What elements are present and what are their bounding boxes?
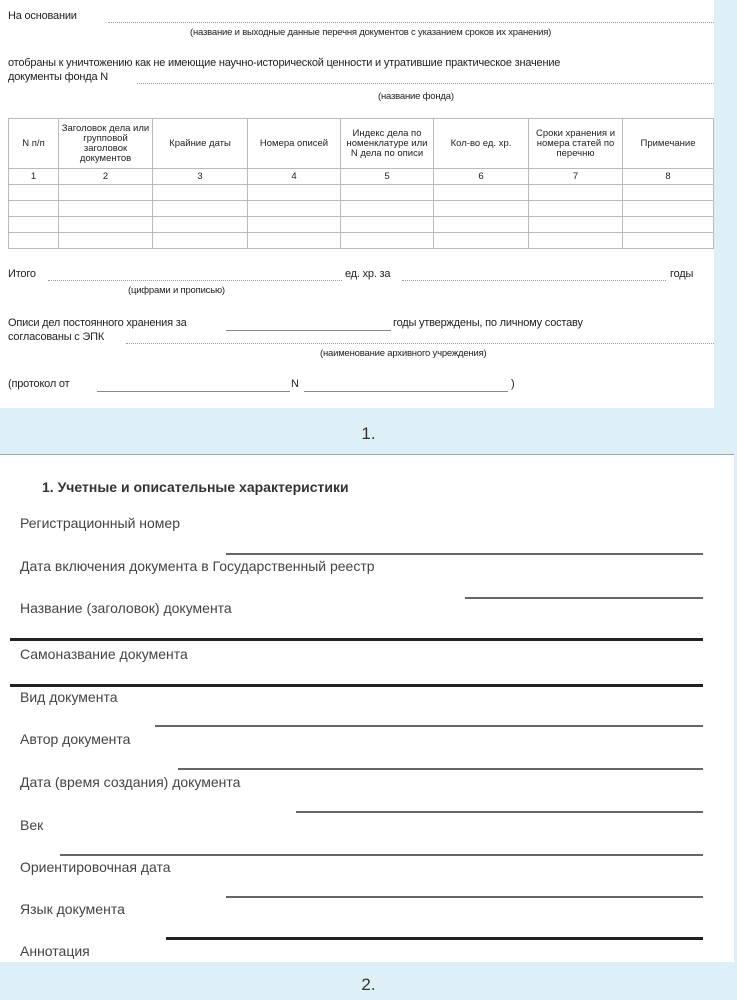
field-label: Название (заголовок) документа xyxy=(20,600,232,616)
form-document-characteristics xyxy=(0,454,734,962)
col-number: 4 xyxy=(248,169,341,185)
total-hint: (цифрами и прописью) xyxy=(128,285,225,296)
table-row xyxy=(9,217,714,233)
protocol-number-field[interactable] xyxy=(304,391,508,392)
on-basis-hint: (название и выходные данные перечня документов с указанием сроков их хранения) xyxy=(190,27,552,38)
units-for-label: ед. хр. за xyxy=(345,268,391,280)
field-label: Ориентировочная дата xyxy=(20,859,171,875)
section-title: 1. Учетные и описательные характеристики xyxy=(42,479,349,495)
documents-table xyxy=(8,118,714,249)
caption-2: 2. xyxy=(361,975,376,994)
caption-1: 1. xyxy=(361,424,376,443)
col-header: Крайние даты xyxy=(153,119,248,169)
field-line[interactable] xyxy=(465,597,703,599)
col-header: Примечание xyxy=(623,119,714,169)
col-number: 6 xyxy=(434,169,529,185)
col-number: 5 xyxy=(341,169,434,185)
field-line[interactable] xyxy=(178,768,703,770)
on-basis-field[interactable] xyxy=(108,22,714,23)
on-basis-label: На основании xyxy=(8,10,77,22)
col-header: N п/п xyxy=(9,119,59,169)
archive-hint: (наименование архивного учреждения) xyxy=(320,348,487,359)
field-line[interactable] xyxy=(155,725,703,727)
table-row xyxy=(9,233,714,249)
fund-hint: (название фонда) xyxy=(378,91,454,102)
years-label: годы xyxy=(670,268,694,280)
column-number-row xyxy=(9,169,714,185)
table-row xyxy=(9,201,714,217)
col-header: Кол-во ед. хр. xyxy=(434,119,529,169)
field-line[interactable] xyxy=(60,854,703,856)
col-number: 7 xyxy=(529,169,623,185)
field-label: Аннотация xyxy=(20,943,90,959)
protocol-label: (протокол от xyxy=(8,378,70,390)
field-line[interactable] xyxy=(166,937,703,940)
years-field[interactable] xyxy=(402,280,666,281)
col-number: 1 xyxy=(9,169,59,185)
field-label: Самоназвание документа xyxy=(20,646,188,662)
close-paren: ) xyxy=(511,378,515,390)
field-line[interactable] xyxy=(10,638,703,641)
form-archive-destruction xyxy=(0,0,714,408)
fund-docs-label: документы фонда N xyxy=(8,71,108,83)
table-header-row xyxy=(9,119,714,169)
field-label: Дата (время создания) документа xyxy=(20,774,241,790)
field-label: Век xyxy=(20,817,44,833)
field-label: Дата включения документа в Государственный реестр xyxy=(20,558,375,574)
col-header: Сроки хранения и номера статей по перечню xyxy=(529,119,623,169)
total-label: Итого xyxy=(8,268,36,280)
col-number: 8 xyxy=(623,169,714,185)
archive-field[interactable] xyxy=(126,343,714,344)
protocol-n-label: N xyxy=(291,378,299,390)
field-label: Вид документа xyxy=(20,689,118,705)
field-line[interactable] xyxy=(296,811,703,813)
inventories-label: Описи дел постоянного хранения за xyxy=(8,317,187,329)
table-row xyxy=(9,185,714,201)
col-header: Номера описей xyxy=(248,119,341,169)
fund-field[interactable] xyxy=(137,83,714,84)
field-line[interactable] xyxy=(226,553,703,555)
field-label: Регистрационный номер xyxy=(20,515,180,531)
field-label: Автор документа xyxy=(20,731,131,747)
field-label: Язык документа xyxy=(20,901,125,917)
approved-label: годы утверждены, по личному составу xyxy=(393,317,583,329)
agreed-label: согласованы с ЭПК xyxy=(8,331,105,343)
field-line[interactable] xyxy=(226,896,703,898)
col-header: Заголовок дела или групповой заголовок документов xyxy=(59,119,153,169)
col-number: 3 xyxy=(153,169,248,185)
protocol-date-field[interactable] xyxy=(97,391,290,392)
field-line[interactable] xyxy=(10,684,703,687)
inventories-years-field[interactable] xyxy=(226,330,391,331)
total-field[interactable] xyxy=(48,280,342,281)
col-header: Индекс дела по номенклатуре или N дела по описи xyxy=(341,119,434,169)
col-number: 2 xyxy=(59,169,153,185)
selected-text: отобраны к уничтожению как не имеющие научно-исторической ценности и утратившие практическое значение xyxy=(8,57,561,69)
